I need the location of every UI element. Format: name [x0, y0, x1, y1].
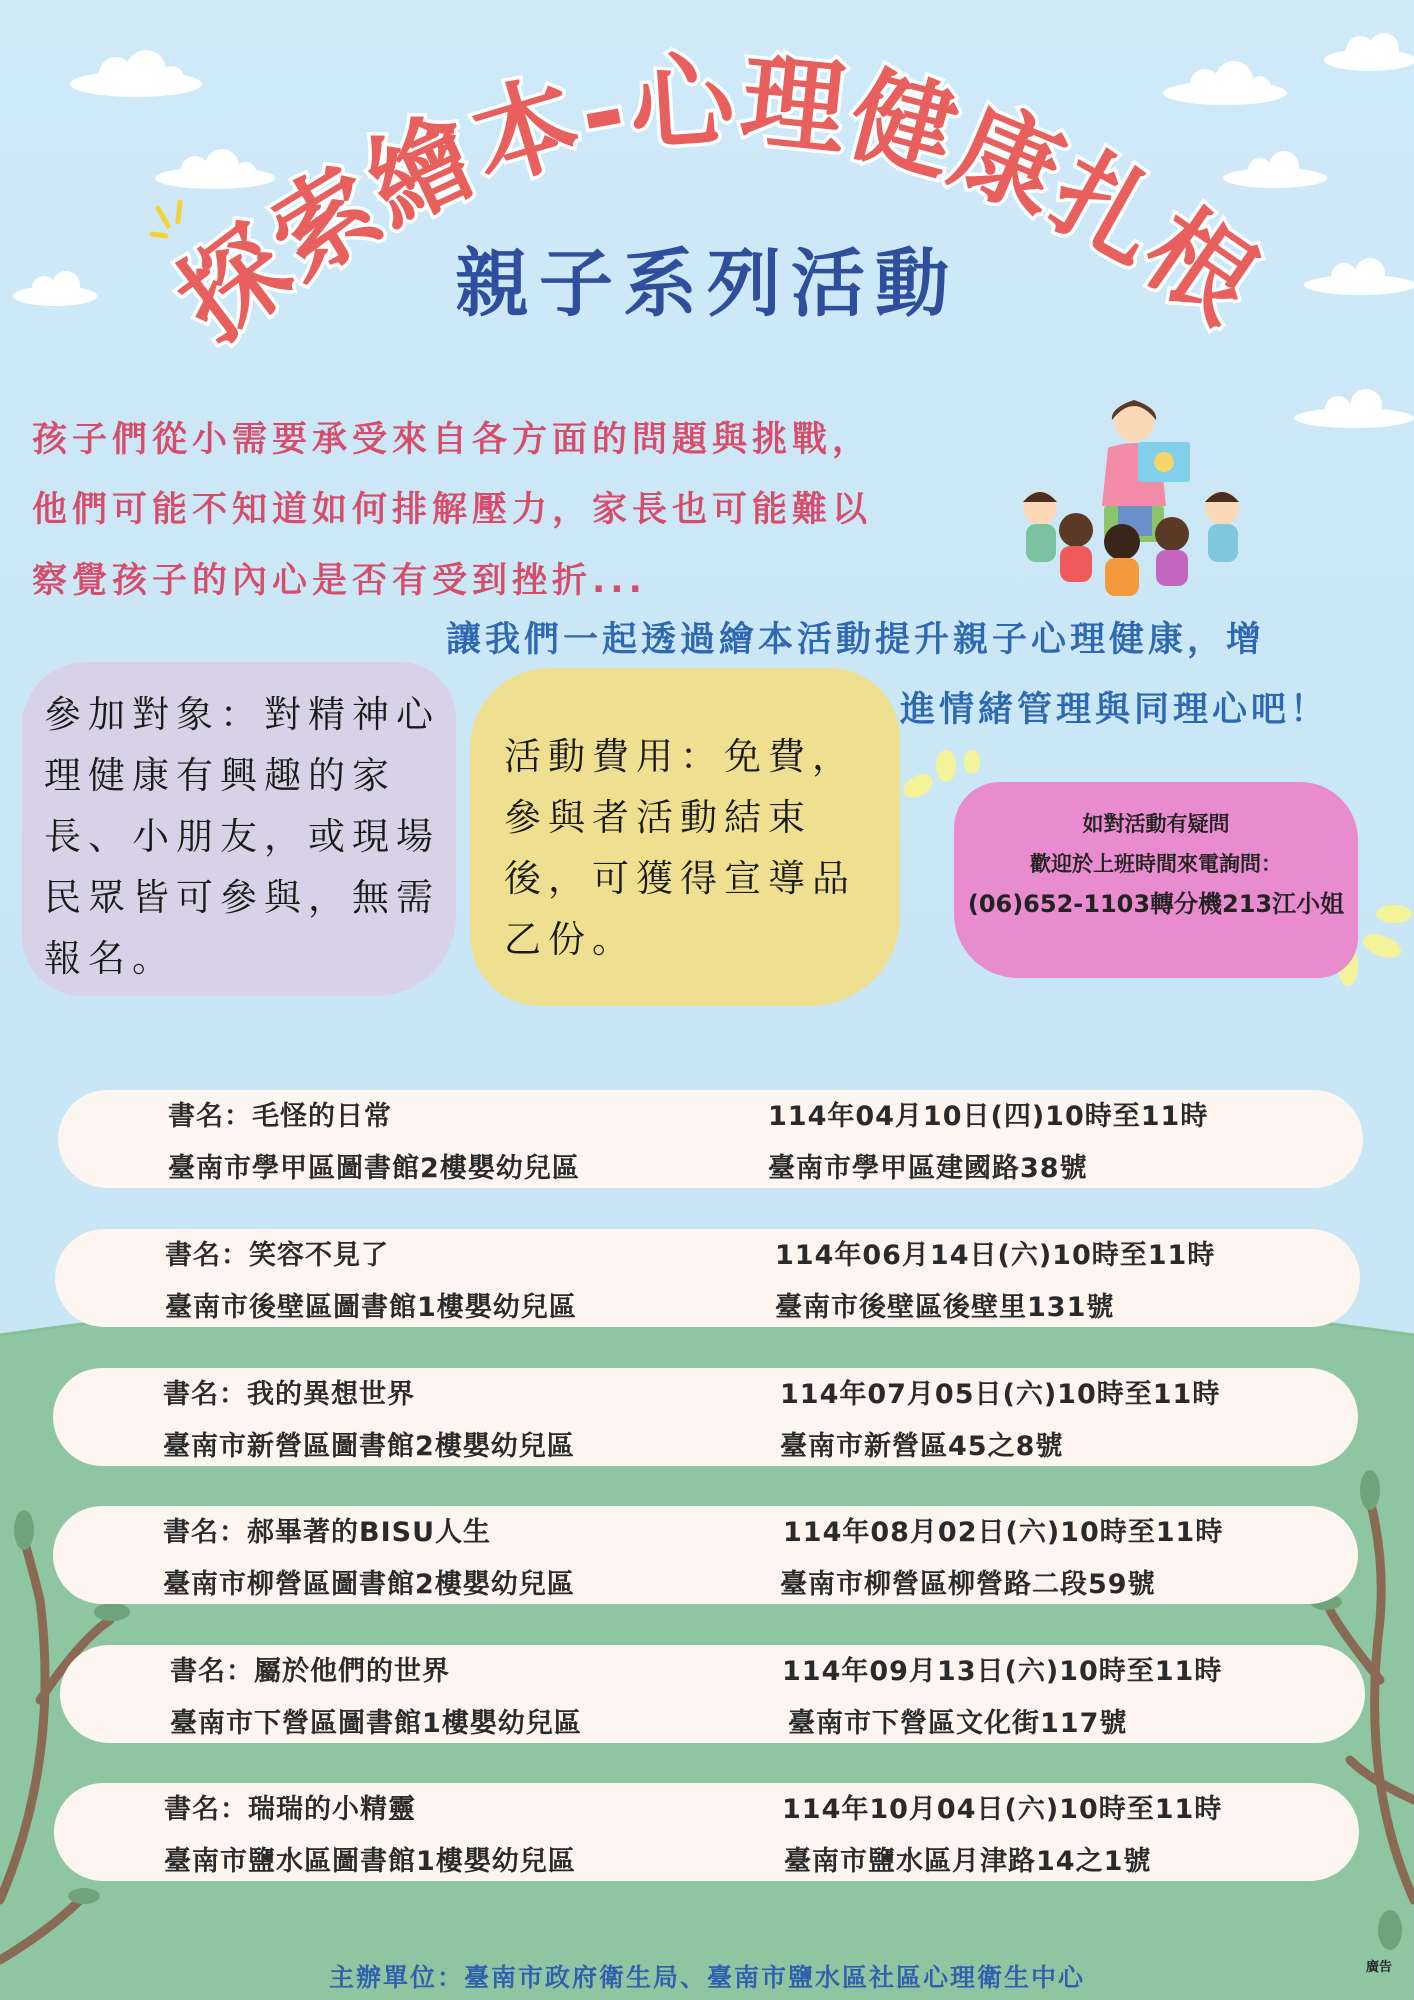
- event-card: [54, 1783, 1359, 1881]
- fee-line: 後，可獲得宣導品: [504, 857, 856, 900]
- event-book-title: 書名：笑容不見了: [165, 1240, 389, 1271]
- event-card: [53, 1506, 1358, 1604]
- highlight-line-2: 進情緒管理與同理心吧！: [900, 690, 1330, 730]
- highlight-line-1: 讓我們一起透過繪本活動提升親子心理健康，增: [446, 620, 1266, 660]
- intro-line-2: 他們可能不知道如何排解壓力，家長也可能難以: [32, 490, 873, 530]
- event-date-time: 114年06月14日(六)10時至11時: [775, 1240, 1216, 1271]
- contact-line-1: 如對活動有疑問: [1082, 812, 1230, 836]
- event-date-time: 114年10月04日(六)10時至11時: [782, 1794, 1223, 1825]
- audience-line: 民眾皆可參與，無需: [44, 876, 440, 919]
- event-address: 臺南市學甲區建國路38號: [768, 1153, 1088, 1184]
- event-date-time: 114年04月10日(四)10時至11時: [768, 1101, 1209, 1132]
- fee-line: 乙份。: [504, 918, 636, 961]
- audience-line: 參加對象：對精神心: [44, 693, 440, 736]
- ad-mark: 廣告: [1365, 1960, 1392, 1975]
- event-venue: 臺南市後壁區圖書館1樓嬰幼兒區: [165, 1292, 577, 1323]
- event-venue: 臺南市鹽水區圖書館1樓嬰幼兒區: [164, 1846, 576, 1877]
- audience-line: 理健康有興趣的家: [44, 754, 396, 797]
- fee-line: 活動費用：免費，: [504, 735, 856, 778]
- event-card: [60, 1645, 1365, 1743]
- contact-line-2: 歡迎於上班時間來電詢問：: [1030, 852, 1282, 876]
- event-book-title: 書名：屬於他們的世界: [170, 1656, 450, 1687]
- event-venue: 臺南市學甲區圖書館2樓嬰幼兒區: [168, 1153, 580, 1184]
- subtitle: 親子系列活動: [455, 241, 959, 327]
- event-book-title: 書名：我的異想世界: [163, 1379, 415, 1410]
- event-card: [53, 1368, 1358, 1466]
- event-date-time: 114年09月13日(六)10時至11時: [782, 1656, 1223, 1687]
- event-venue: 臺南市柳營區圖書館2樓嬰幼兒區: [163, 1569, 575, 1600]
- intro-line-3: 察覺孩子的內心是否有受到挫折...: [32, 561, 647, 601]
- event-book-title: 書名：瑞瑞的小精靈: [164, 1794, 416, 1825]
- event-address: 臺南市新營區45之8號: [780, 1431, 1064, 1462]
- event-book-title: 書名：毛怪的日常: [168, 1101, 392, 1132]
- audience-line: 報名。: [44, 937, 176, 980]
- event-card: [55, 1229, 1360, 1327]
- event-book-title: 書名：郝畢著的BISU人生: [163, 1517, 491, 1548]
- fee-line: 參與者活動結束: [504, 796, 812, 839]
- audience-line: 長、小朋友，或現場: [44, 815, 440, 858]
- event-address: 臺南市下營區文化街117號: [788, 1708, 1128, 1739]
- event-date-time: 114年07月05日(六)10時至11時: [780, 1379, 1221, 1410]
- event-venue: 臺南市下營區圖書館1樓嬰幼兒區: [170, 1708, 582, 1739]
- organizer: 主辦單位：臺南市政府衛生局、臺南市鹽水區社區心理衛生中心: [328, 1963, 1085, 1992]
- event-venue: 臺南市新營區圖書館2樓嬰幼兒區: [163, 1431, 575, 1462]
- event-address: 臺南市後壁區後壁里131號: [775, 1292, 1115, 1323]
- event-address: 臺南市柳營區柳營路二段59號: [780, 1569, 1156, 1600]
- intro-line-1: 孩子們從小需要承受來自各方面的問題與挑戰，: [32, 420, 873, 460]
- event-date-time: 114年08月02日(六)10時至11時: [783, 1517, 1224, 1548]
- event-address: 臺南市鹽水區月津路14之1號: [784, 1846, 1152, 1877]
- event-card: [58, 1090, 1363, 1188]
- main-title-text: 探索繪本-心理健康扎根: [155, 38, 1280, 365]
- contact-phone: (06)652-1103轉分機213江小姐: [967, 890, 1345, 918]
